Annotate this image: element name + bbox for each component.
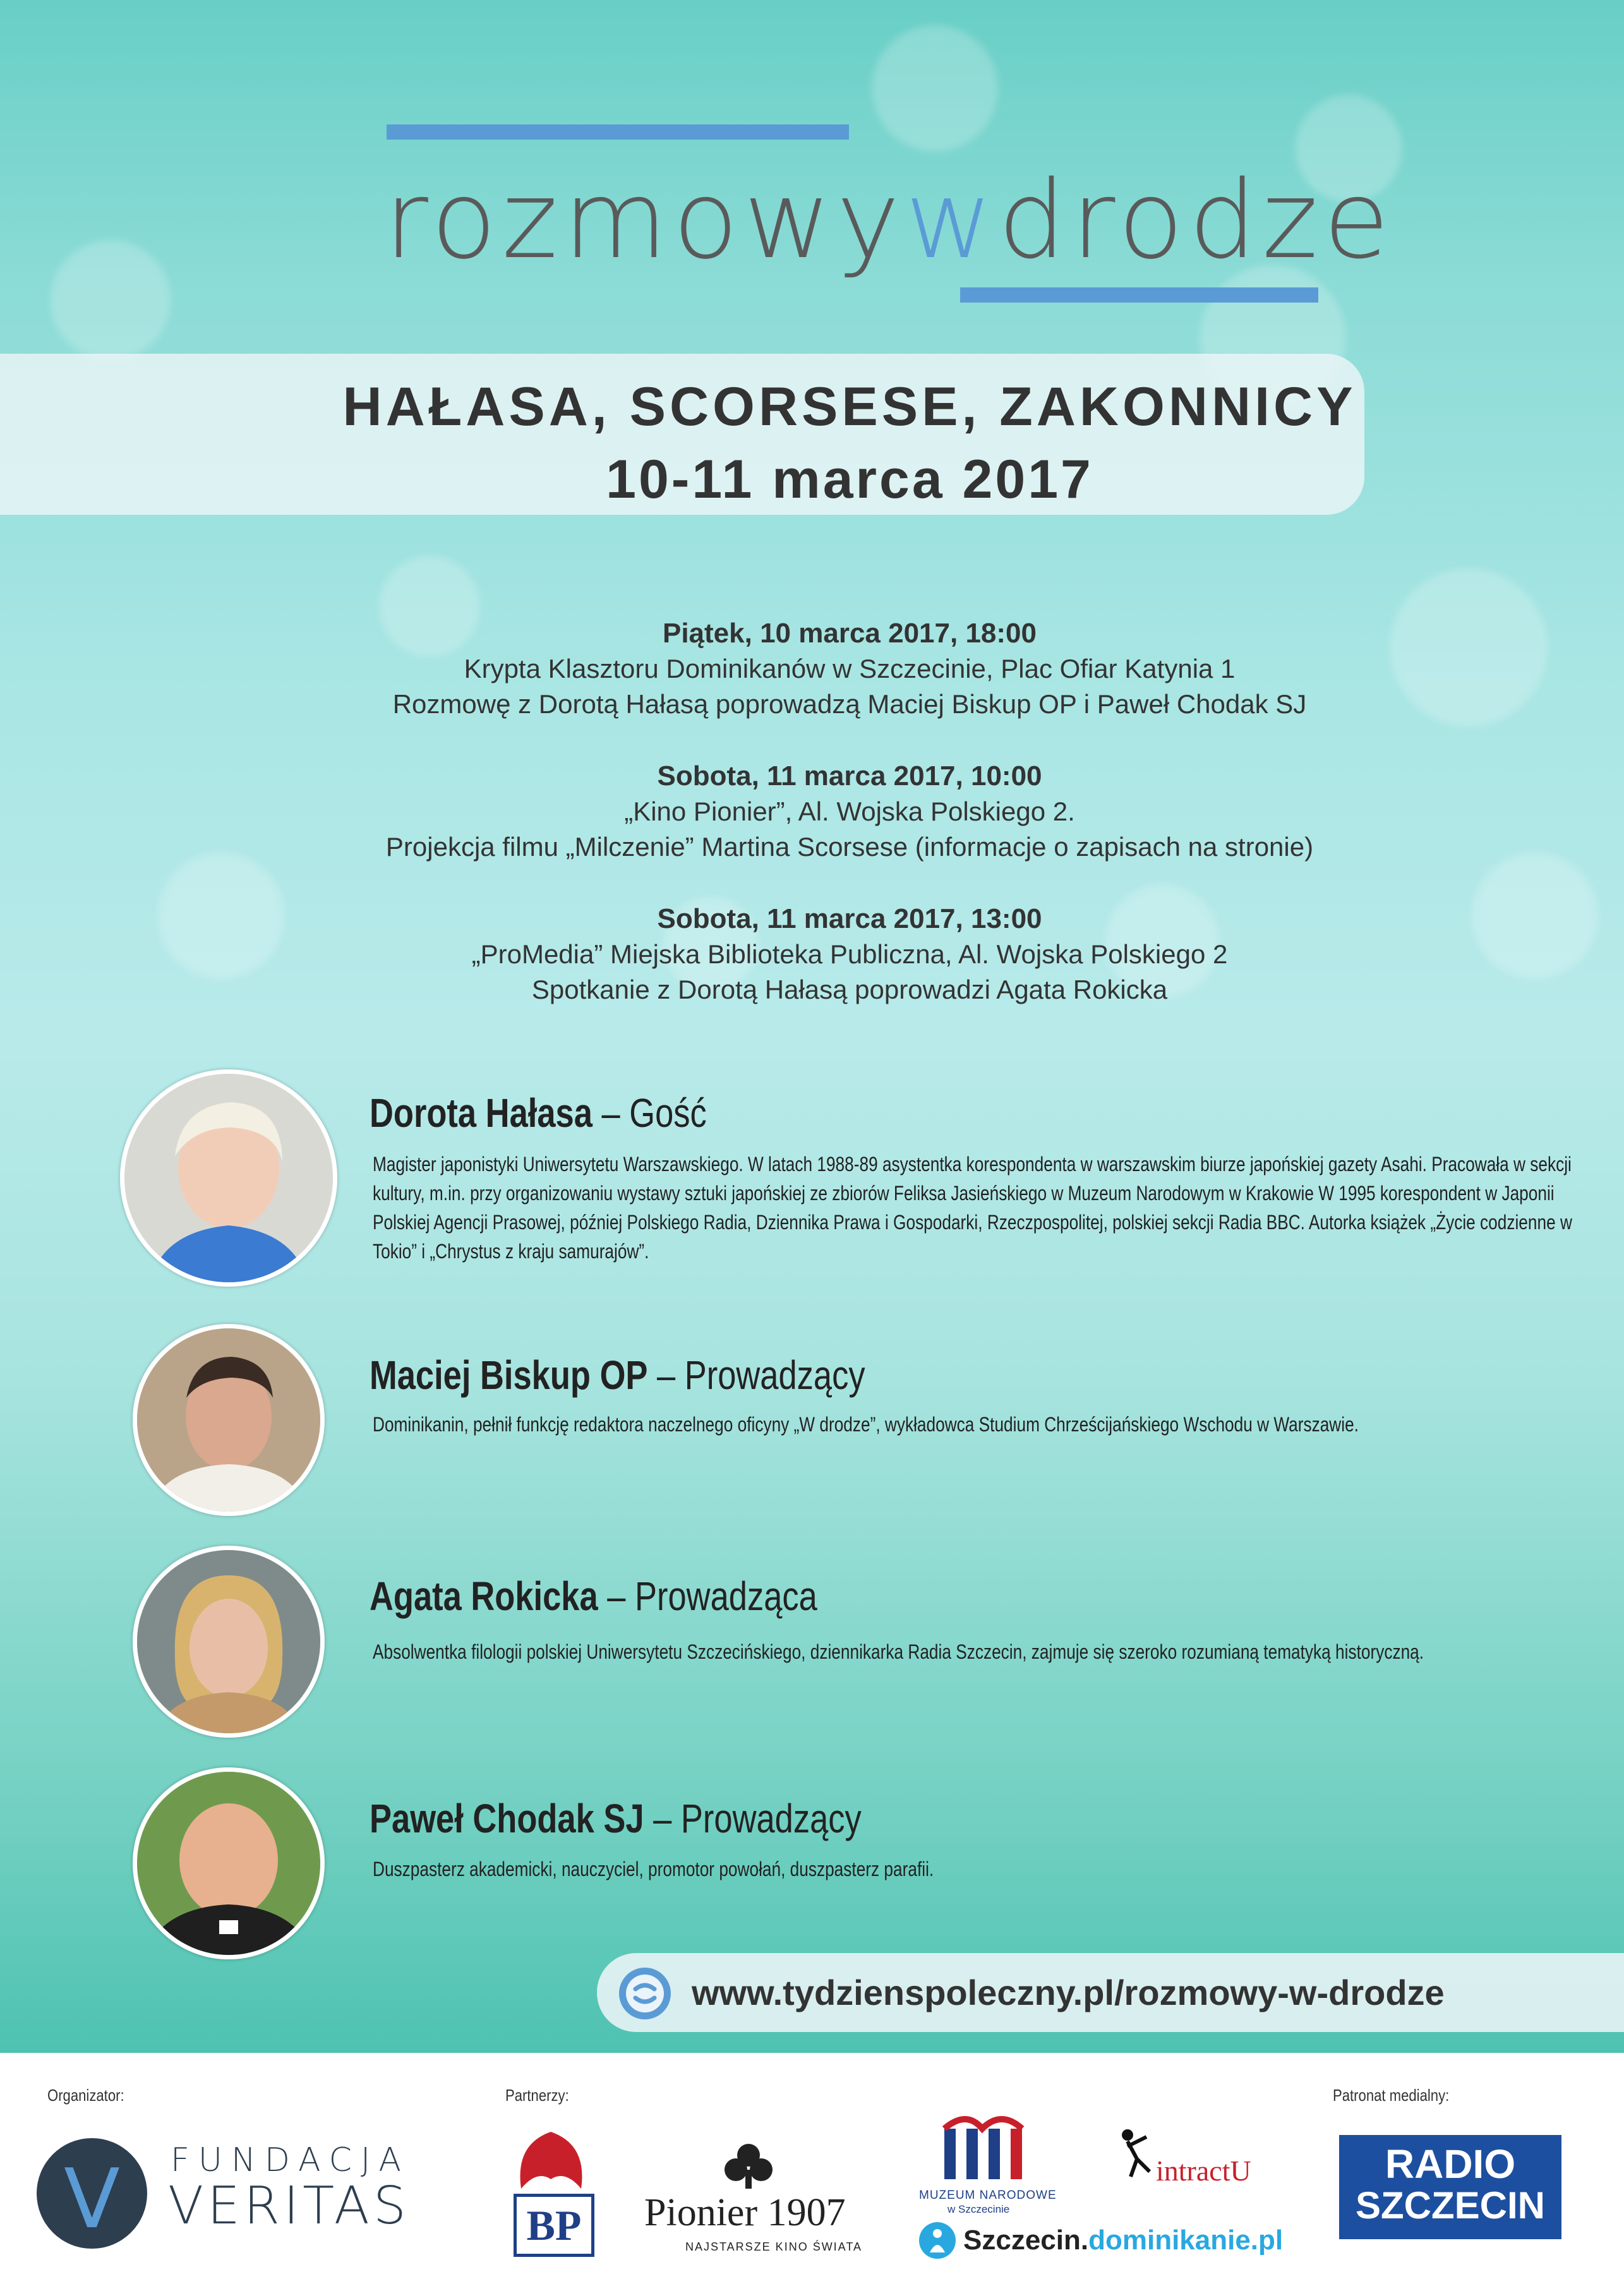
veritas-logo-icon — [37, 2138, 147, 2249]
person-name: Agata Rokicka — [370, 1573, 598, 1619]
person-role: – Prowadzący — [656, 1352, 865, 1398]
radio-line1: RADIO — [1385, 2141, 1516, 2187]
person-role: – Prowadząca — [607, 1573, 817, 1619]
logo-bar-bottom — [960, 287, 1318, 303]
portrait-maciej — [137, 1328, 320, 1512]
museum-logo-icon — [938, 2110, 1039, 2186]
event-title: HAŁASA, SCORSESE, ZAKONNICY — [342, 376, 1357, 437]
event-location: „Kino Pionier”, Al. Wojska Polskiego 2. — [624, 797, 1075, 826]
museum-line1: MUZEUM NARODOWE — [919, 2189, 1057, 2202]
footer — [0, 2053, 1624, 2291]
person-name-row — [370, 1573, 817, 1620]
website-link[interactable]: www.tydzienspoleczny.pl/rozmowy-w-drodze — [692, 1973, 1445, 2012]
person-name: Maciej Biskup OP — [370, 1352, 648, 1398]
avatar — [133, 1324, 325, 1516]
event-logo: rozmowywdrodze — [384, 158, 1395, 283]
dominikanie-icon — [919, 2222, 956, 2259]
bokeh-light — [51, 240, 171, 360]
schedule-event — [0, 901, 1624, 1007]
portrait-agata — [137, 1550, 320, 1733]
person-name-row — [370, 1795, 862, 1842]
figure-icon — [1118, 2127, 1156, 2178]
portrait-pawel — [137, 1772, 320, 1955]
avatar — [133, 1546, 325, 1738]
event-description: Spotkanie z Dorotą Hałasą poprowadzi Agata Rokicka — [531, 975, 1168, 1004]
veritas-v: V — [64, 2151, 120, 2247]
media-label: Patronat medialny: — [1333, 2086, 1450, 2105]
event-dates: 10-11 marca 2017 — [606, 449, 1093, 510]
bp-text: BP — [514, 2194, 594, 2257]
person-bio: Dominikanin, pełnił funkcję redaktora naczelnego oficyny „W drodze”, wykładowca Studium Chrześcijańskiego Wschodu w Warszawie. — [373, 1413, 1359, 1436]
person-name-row — [370, 1090, 707, 1136]
event-description: Projekcja filmu „Milczenie” Martina Scorsese (informacje o zapisach na stronie) — [385, 832, 1314, 862]
radio-line2: SZCZECIN — [1356, 2184, 1545, 2227]
intractu-logo: intractU — [1156, 2155, 1251, 2187]
pionier-name: Pionier 1907 — [644, 2191, 846, 2234]
bp-logo — [508, 2119, 594, 2255]
club-icon — [714, 2141, 783, 2192]
link-icon[interactable] — [619, 1968, 671, 2019]
schedule-event — [0, 759, 1624, 865]
person-bio: Duszpasterz akademicki, nauczyciel, promotor powołań, duszpasterz parafii. — [373, 1858, 934, 1880]
person-role: – Prowadzący — [653, 1796, 862, 1841]
event-datetime: Sobota, 11 marca 2017, 10:00 — [657, 761, 1042, 791]
eagle-icon — [508, 2119, 594, 2195]
portrait-dorota — [124, 1074, 333, 1282]
person-name: Dorota Hałasa — [370, 1090, 592, 1136]
event-description: Rozmowę z Dorotą Hałasą poprowadzą Maciej Biskup OP i Paweł Chodak SJ — [392, 689, 1307, 719]
event-datetime: Sobota, 11 marca 2017, 13:00 — [657, 903, 1042, 934]
avatar — [120, 1069, 337, 1287]
logo-bar-top — [387, 124, 849, 140]
schedule — [0, 616, 1624, 1044]
avatar — [133, 1767, 325, 1959]
person-name: Paweł Chodak SJ — [370, 1796, 644, 1841]
dominikanie-link[interactable]: Szczecin.dominikanie.pl — [963, 2225, 1284, 2256]
person-bio: Magister japonistyki Uniwersytetu Warszawskiego. W latach 1988-89 asystentka korespondenta w warszawskim biurze japońskiej gazety Asahi. Pracowała w sekcji kultury, m.in. przy organizowaniu wystawy sztuki japońskiej ze zbiorów Feliksa Jasieńskiego w Muzeum Narodowym w Krakowie W 1995 korespondent w Japonii Polskiej Agencji Prasowej, później Polskiego Radia, Dziennika Prawa i Gospodarki, Rzeczpospolitej, polskiej sekcji Radia BBC. Autorka książek „Życie codzienne w Tokio” i „Chrystus z kraju samurajów”. — [373, 1153, 1572, 1263]
veritas-line1: FUNDACJA — [171, 2141, 410, 2179]
organizer-label: Organizator: — [47, 2086, 124, 2105]
event-location: „ProMedia” Miejska Biblioteka Publiczna, Al. Wojska Polskiego 2 — [471, 939, 1228, 969]
bokeh-light — [872, 25, 998, 152]
museum-line2: w Szczecinie — [947, 2203, 1010, 2215]
person-bio: Absolwentka filologii polskiej Uniwersytetu Szczecińskiego, dziennikarka Radia Szczecin, zajmuje się szeroko rozumianą tematyką historyczną. — [373, 1640, 1424, 1663]
partners-label: Partnerzy: — [505, 2086, 569, 2105]
veritas-line2: VERITAS — [168, 2176, 410, 2236]
event-datetime: Piątek, 10 marca 2017, 18:00 — [662, 618, 1037, 649]
event-location: Krypta Klasztoru Dominikanów w Szczecinie, Plac Ofiar Katynia 1 — [464, 654, 1236, 683]
person-role: – Gość — [601, 1090, 707, 1136]
radio-szczecin-logo — [1339, 2135, 1561, 2239]
person-name-row — [370, 1352, 865, 1398]
pionier-subtitle: NAJSTARSZE KINO ŚWIATA — [685, 2240, 863, 2253]
schedule-event — [0, 616, 1624, 722]
